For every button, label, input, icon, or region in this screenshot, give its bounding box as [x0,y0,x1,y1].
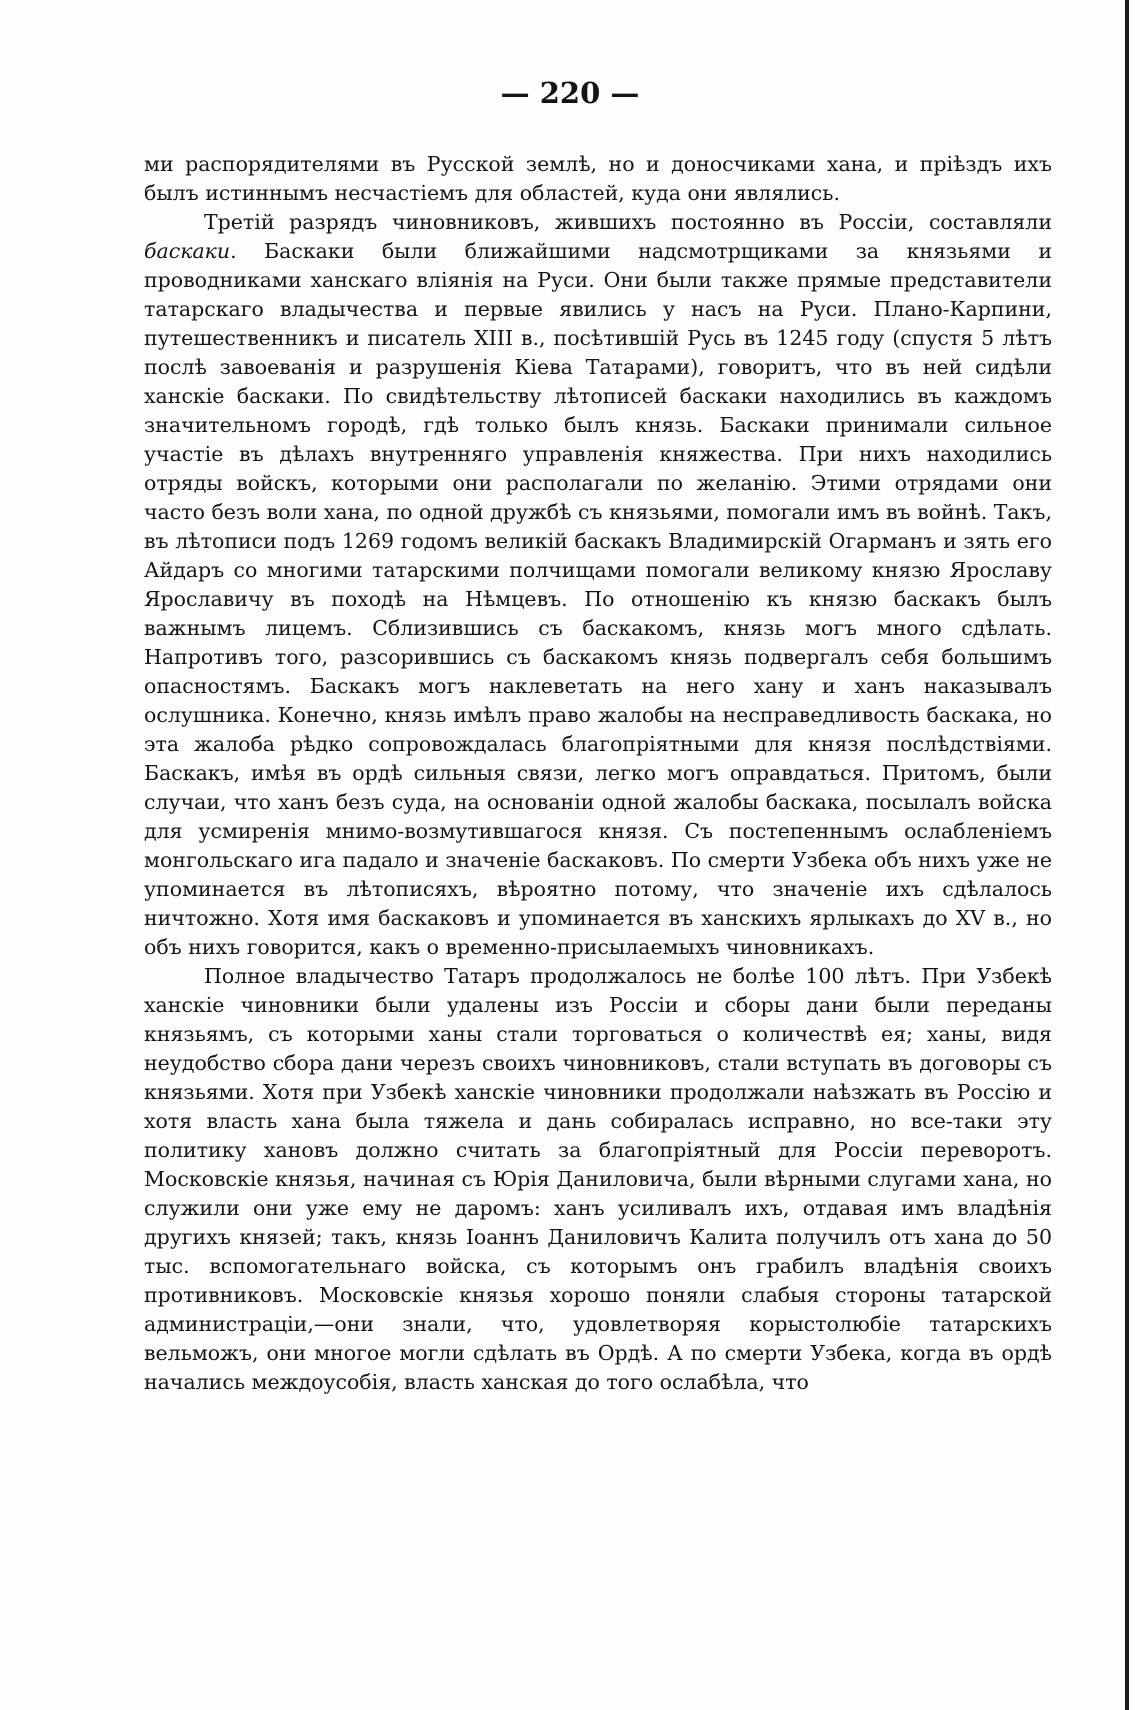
paragraph-baskaki [144,208,1052,962]
scan-edge-line [1125,0,1129,1710]
paragraph-tatar-rule: Полное владычество Татаръ продолжалось не болѣе 100 лѣтъ. При Узбекѣ ханскіе чиновники были удалены изъ Россіи и сборы дани были переданы князьямъ, съ которыми ханы стали торговаться о количествѣ ея; ханы, видя неудобство сбора дани черезъ своихъ чиновниковъ, стали вступать въ договоры съ князьями. Хотя при Узбекѣ ханскіе чиновники продолжали наѣзжать въ Россію и хотя власть хана была тяжела и дань собиралась исправно, но все-таки эту политику хановъ должно считать за благопріятный для Россіи переворотъ. Московскіе князья, начиная съ Юрія Даниловича, были вѣрными слугами хана, но служили они уже ему не даромъ: ханъ усиливалъ ихъ, отдавая имъ владѣнія другихъ князей; такъ, князь Іоаннъ Даниловичъ Калита получилъ отъ хана до 50 тыс. вспомогательнаго войска, съ которымъ онъ грабилъ владѣнія своихъ противниковъ. Московскіе князья хорошо поняли слабыя стороны татарской администраціи,—они знали, что, удовлетворяя корыстолюбіе татарскихъ вельможъ, они многое могли сдѣлать въ Ордѣ. А по смерти Узбека, когда въ ордѣ начались междоусобія, власть ханская до того ослабѣла, что [144,964,1052,1394]
term-baskaki-italic: баскаки. [144,239,237,263]
paragraph-baskaki-rest: Баскаки были ближайшими надсмотрщиками за князьями и проводниками ханскаго вліянія на Руси. Они были также прямые представители татарскаго владычества и первые явились у насъ на Руси. Плано-Карпини, путешественникъ и писатель XIII в., посѣтившій Русь въ 1245 году (спустя 5 лѣтъ послѣ завоеванія и разрушенія Кіева Татарами), говоритъ, что въ ней сидѣли ханскіе баскаки. По свидѣтельству лѣтописей баскаки находились въ каждомъ значительномъ городѣ, гдѣ только былъ князь. Баскаки принимали сильное участіе въ дѣлахъ внутренняго управленія княжества. При нихъ находились отряды войскъ, которыми они располагали по желанію. Этими отрядами они часто безъ воли хана, по одной дружбѣ съ князьями, помогали имъ въ войнѣ. Такъ, въ лѣтописи подъ 1269 годомъ великій баскакъ Владимирскій Огарманъ и зять его Айдаръ со многими татарскими полчищами помогали великому князю Ярославу Ярославичу въ походѣ на Нѣмцевъ. По отношенію къ князю баскакъ былъ важнымъ лицемъ. Сблизившись съ баскакомъ, князь могъ много сдѣлать. Напротивъ того, разсорившись съ баскакомъ князь подвергалъ себя большимъ опасностямъ. Баскакъ могъ наклеветать на него хану и ханъ наказывалъ ослушника. Конечно, князь имѣлъ право жалобы на несправедливость баскака, но эта жалоба рѣдко сопровождалась благопріятными для князя послѣдствіями. Баскакъ, имѣя въ ордѣ сильныя связи, легко могъ оправдаться. Притомъ, были случаи, что ханъ безъ суда, на основаніи одной жалобы баскака, посылалъ войска для усмиренія мнимо-возмутившагося князя. Съ постепеннымъ ослабленіемъ монгольскаго ига падало и значеніе баскаковъ. По смерти Узбека объ нихъ уже не упоминается въ лѣтописяхъ, вѣроятно потому, что значеніе ихъ сдѣлалось ничтожно. Хотя имя баскаковъ и упоминается въ ханскихъ ярлыкахъ до XV в., но объ нихъ говорится, какъ о временно-присылаемыхъ чиновникахъ. [144,239,1052,959]
page-number: — 220 — [500,76,640,110]
paragraph-continuation: ми распорядителями въ Русской землѣ, но и доносчиками хана, и пріѣздъ ихъ былъ истиннымъ несчастіемъ для областей, куда они являлись. [144,152,1052,205]
body-text [144,150,1052,1397]
paragraph-baskaki-start: Третій разрядъ чиновниковъ, жившихъ постоянно въ Россіи, составляли [204,210,1052,234]
